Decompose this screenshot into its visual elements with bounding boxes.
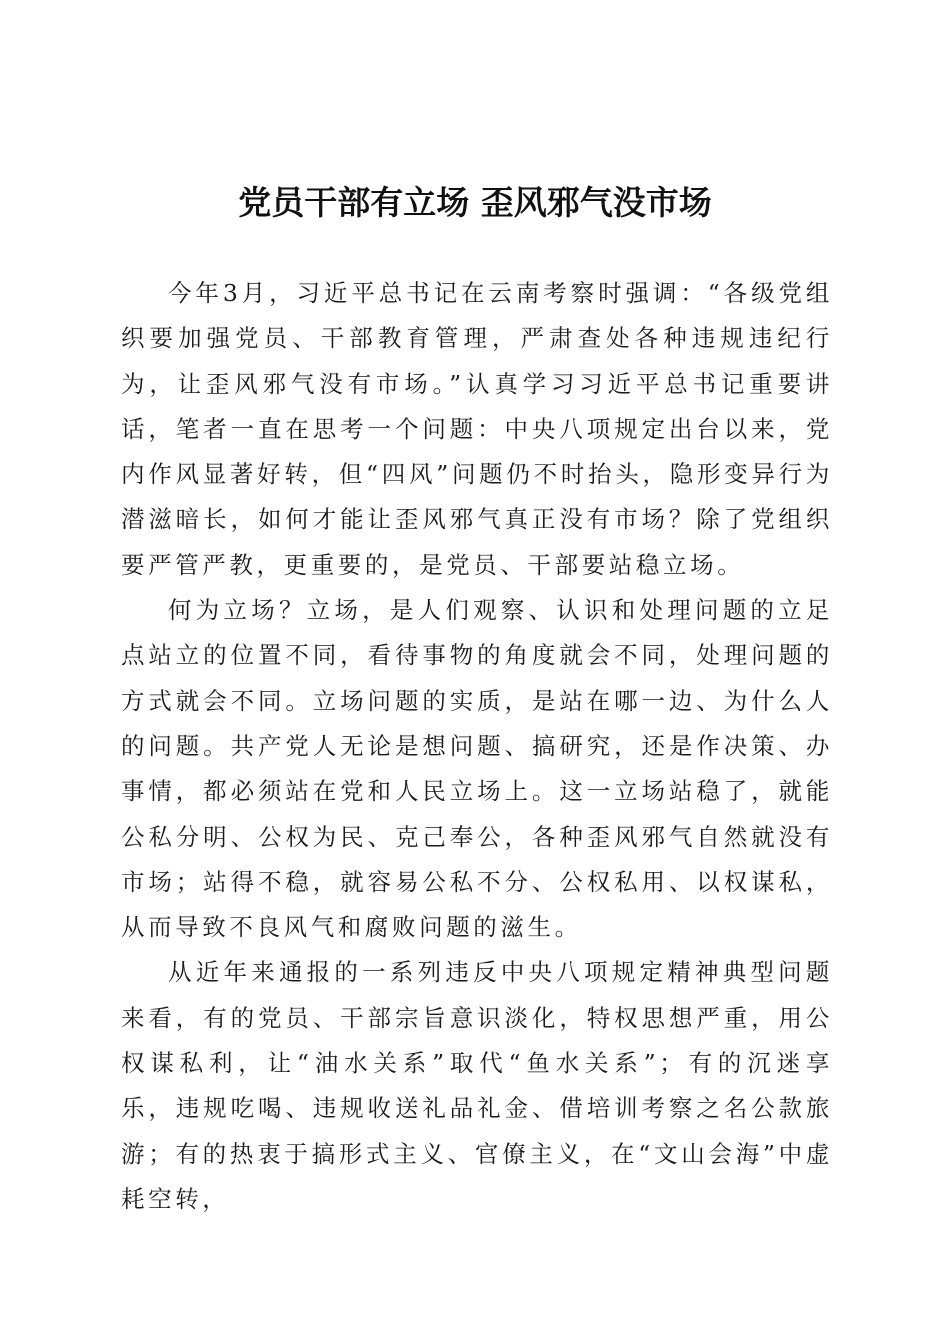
paragraph-3: 从近年来通报的一系列违反中央八项规定精神典型问题来看，有的党员、干部宗旨意识淡化，特权思想严重，用公权谋私利，让“油水关系”取代“鱼水关系”；有的沉迷享乐，违规吃喝、违规收送礼品礼金、借培训考察之名公款旅游；有的热衷于搞形式主义、官僚主义，在“文山会海”中虚耗空转，	[121, 958, 833, 1213]
article-body	[121, 271, 833, 1222]
paragraph-2: 何为立场？立场，是人们观察、认识和处理问题的立足点站立的位置不同，看待事物的角度就会不同，处理问题的方式就会不同。立场问题的实质，是站在哪一边、为什么人的问题。共产党人无论是想问题、搞研究，还是作决策、办事情，都必须站在党和人民立场上。这一立场站稳了，就能公私分明、公权为民、克己奉公，各种歪风邪气自然就没有市场；站得不稳，就容易公私不分、公权私用、以权谋私，从而导致不良风气和腐败问题的滋生。	[121, 596, 833, 942]
page-title: 党员干部有立场 歪风邪气没市场	[238, 183, 712, 222]
paragraph-1: 今年3月，习近平总书记在云南考察时强调：“各级党组织要加强党员、干部教育管理，严肃查处各种违规违纪行为，让歪风邪气没有市场。”认真学习习近平总书记重要讲话，笔者一直在思考一个问题：中央八项规定出台以来，党内作风显著好转，但“四风”问题仍不时抬头，隐形变异行为潜滋暗长，如何才能让歪风邪气真正没有市场？除了党组织要严管严教，更重要的，是党员、干部要站稳立场。	[121, 279, 833, 579]
